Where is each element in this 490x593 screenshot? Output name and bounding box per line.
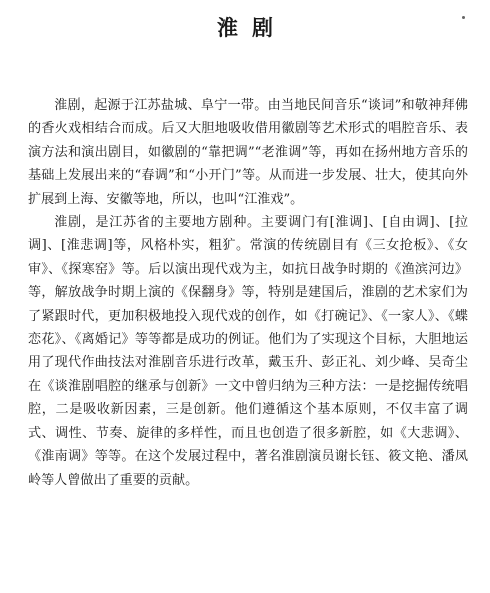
paragraph-main-genre: 淮剧，是江苏省的主要地方剧种。主要调门有[淮调]、[自由调]、[拉调]、[淮悲调]等，风格朴实，粗犷。常演的传统剧目有《三女抢板》、《女审》、《探寒窑》等。后以演出现代戏为主，如抗日战争时期的《渔滨河边》等，解放战争时期上演的《保翻身》等，特别是建国后，淮剧的艺术家们为了紧跟时代，更加积极地投入现代戏的创作，如《打碗记》、《一家人》、《蝶恋花》、《离婚记》等等都是成功的例证。他们为了实现这个目标，大胆地运用了现代作曲技法对淮剧音乐进行改革，戴玉升、彭正礼、刘少峰、吴奇尘在《谈淮剧唱腔的继承与创新》一文中曾归纳为三种方法：一是挖掘传统唱腔，二是吸收新因素，三是创新。他们遵循这个基本原则，不仅丰富了调式、调性、节奏、旋律的多样性，而且也创造了很多新腔，如《大悲调》、《淮南调》等等。在这个发展过程中，著名淮剧演员谢长钰、筱文艳、潘凤岭等人曾做出了重要的贡献。 [28, 215, 468, 488]
article-body [28, 94, 468, 492]
paragraph-origin: 淮剧，起源于江苏盐城、阜宁一带。由当地民间音乐“谈词”和敬神拜佛的香火戏相结合而成。后又大胆地吸收借用徽剧等艺术形式的唱腔音乐、表演方法和演出剧目，如徽剧的“靠把调”“老淮调”等，再如在扬州地方音乐的基础上发展出来的“春调”和“小开门”等。从而进一步发展、壮大，使其向外扩展到上海、安徽等地，所以，也叫“江淮戏”。 [28, 98, 468, 207]
scan-speck [462, 16, 465, 19]
page-title: 淮剧 [217, 15, 287, 40]
